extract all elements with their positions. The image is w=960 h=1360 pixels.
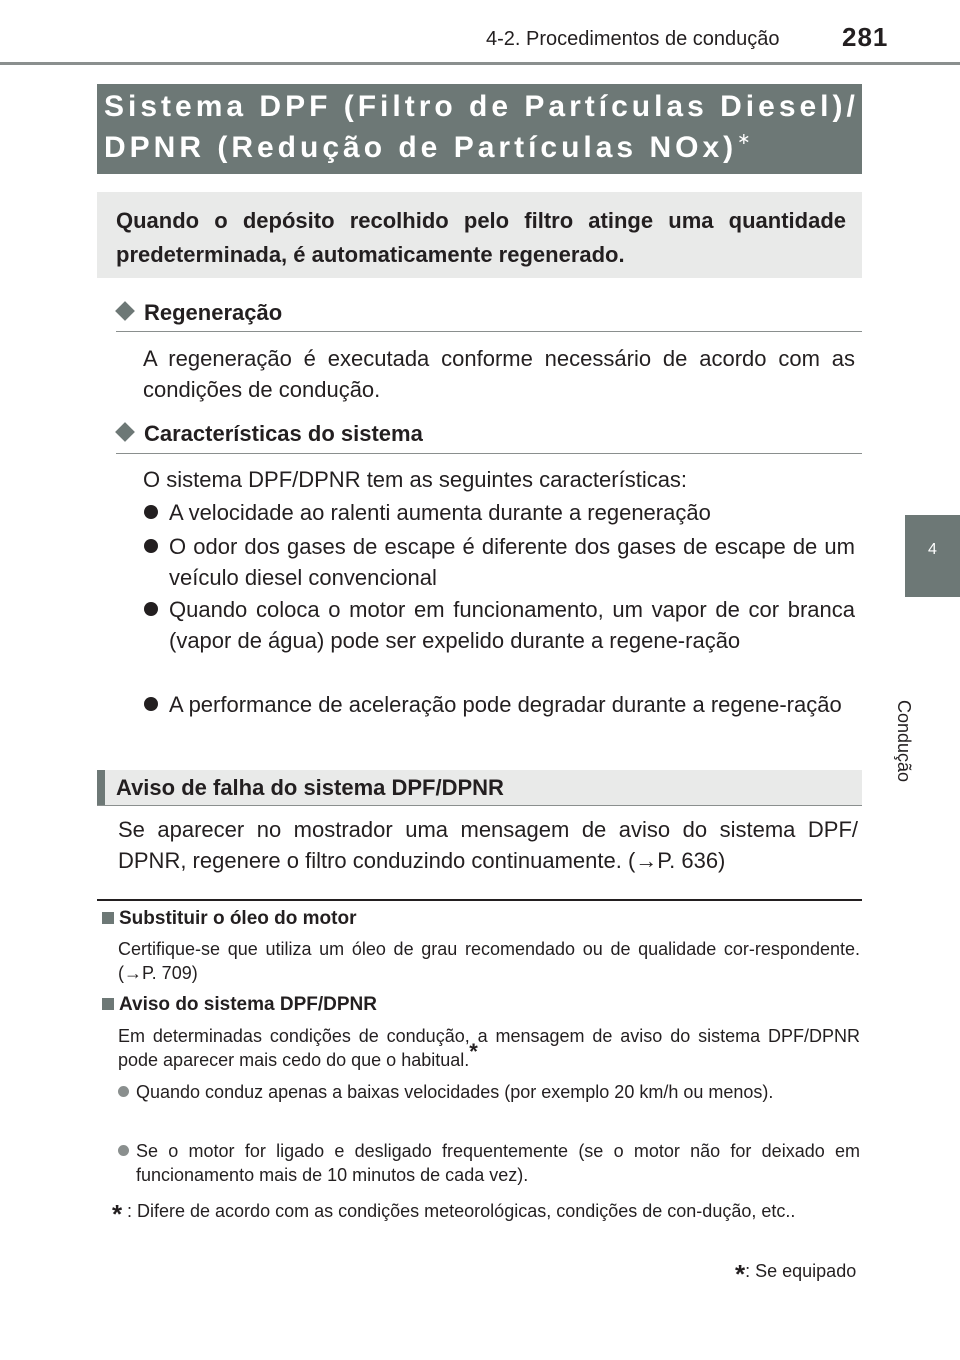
- note-heading: [102, 994, 377, 1016]
- header-rule: [0, 62, 960, 65]
- note-heading-text: Aviso do sistema DPF/DPNR: [119, 994, 377, 1015]
- section-title-line-2: [104, 131, 751, 165]
- note-heading-text: Substituir o óleo do motor: [119, 908, 357, 929]
- warning-heading-bar: [97, 770, 105, 806]
- diamond-icon: [115, 301, 135, 321]
- list-item: A velocidade ao ralenti aumenta durante a regeneração: [169, 500, 711, 525]
- list-item: A performance de aceleração pode degradar durante a regene-ração: [169, 692, 842, 717]
- bullet-icon: [144, 505, 158, 519]
- bullet-icon: [144, 697, 158, 711]
- list-item: Se o motor for ligado e desligado frequentemente (se o motor não for deixado em funcionamento mais de 10 minutos de cada vez).: [136, 1141, 860, 1185]
- bullet-icon: [144, 539, 158, 553]
- summary-text: Quando o depósito recolhido pelo filtro atinge uma quantidade predeterminada, é automaticamente regenerado.: [116, 208, 846, 267]
- features-intro: O sistema DPF/DPNR tem as seguintes características:: [143, 467, 688, 492]
- subheading-rule: [116, 331, 862, 332]
- note-text-body: Em determinadas condições de condução, a mensagem de aviso do sistema DPF/DPNR pode aparecer mais cedo do que o habitual.: [118, 1026, 860, 1070]
- footnote-equipped-text: : Se equipado: [745, 1261, 857, 1281]
- bullet-icon: [144, 602, 158, 616]
- title-marker: ∗: [737, 131, 751, 148]
- subheading-regeneration-text: Regeneração: [144, 300, 283, 325]
- subheading-rule: [116, 453, 862, 454]
- warning-heading-rule: [97, 805, 862, 806]
- regeneration-text: A regeneração é executada conforme necessário de acordo com as condições de condução.: [143, 346, 855, 402]
- note-marker: *: [469, 1039, 478, 1064]
- bullet-icon: [118, 1145, 129, 1156]
- chapter-number: 4: [928, 541, 937, 558]
- list-item: Quando conduz apenas a baixas velocidades (por exemplo 20 km/h ou menos).: [136, 1082, 774, 1102]
- notes-divider: [97, 899, 862, 901]
- footnote-star: [112, 1196, 128, 1229]
- footnote-star-text: *: [735, 1259, 746, 1289]
- running-head: 4-2. Procedimentos de condução: [486, 28, 780, 50]
- note-heading: [102, 908, 356, 930]
- section-title-line-1: Sistema DPF (Filtro de Partículas Diesel)/: [104, 90, 859, 123]
- chapter-label: [894, 600, 960, 783]
- footnote-star-text: *: [112, 1199, 123, 1229]
- footnote-equipped: [735, 1253, 857, 1289]
- bullet-icon: [118, 1086, 129, 1097]
- list-item: O odor dos gases de escape é diferente dos gases de escape de um veículo diesel convencional: [169, 534, 855, 590]
- list-item: Quando coloca o motor em funcionamento, um vapor de cor branca (vapor de água) pode ser expelido durante a regene-ração: [169, 597, 855, 653]
- warning-text: Se aparecer no mostrador uma mensagem de aviso do sistema DPF/ DPNR, regenere o filtro conduzindo continuamente. (→P. 636): [118, 817, 858, 873]
- subheading-features: [116, 421, 423, 447]
- subheading-regeneration: [116, 300, 282, 326]
- warning-heading: Aviso de falha do sistema DPF/DPNR: [116, 775, 504, 800]
- note-text: Certifique-se que utiliza um óleo de grau recomendado ou de qualidade cor-respondente. (→P. 709): [118, 939, 860, 983]
- section-title-line-2-text: DPNR (Redução de Partículas NOx): [104, 131, 738, 164]
- page-number: 281: [842, 22, 889, 52]
- subheading-features-text: Características do sistema: [144, 421, 423, 446]
- square-bullet-icon: [102, 912, 114, 924]
- footnote-weather: : Difere de acordo com as condições meteorológicas, condições de con-dução, etc..: [127, 1201, 796, 1221]
- chapter-label-text: Condução: [894, 700, 914, 783]
- note-text: [118, 1024, 860, 1072]
- chapter-tab: [905, 515, 960, 597]
- square-bullet-icon: [102, 998, 114, 1010]
- diamond-icon: [115, 422, 135, 442]
